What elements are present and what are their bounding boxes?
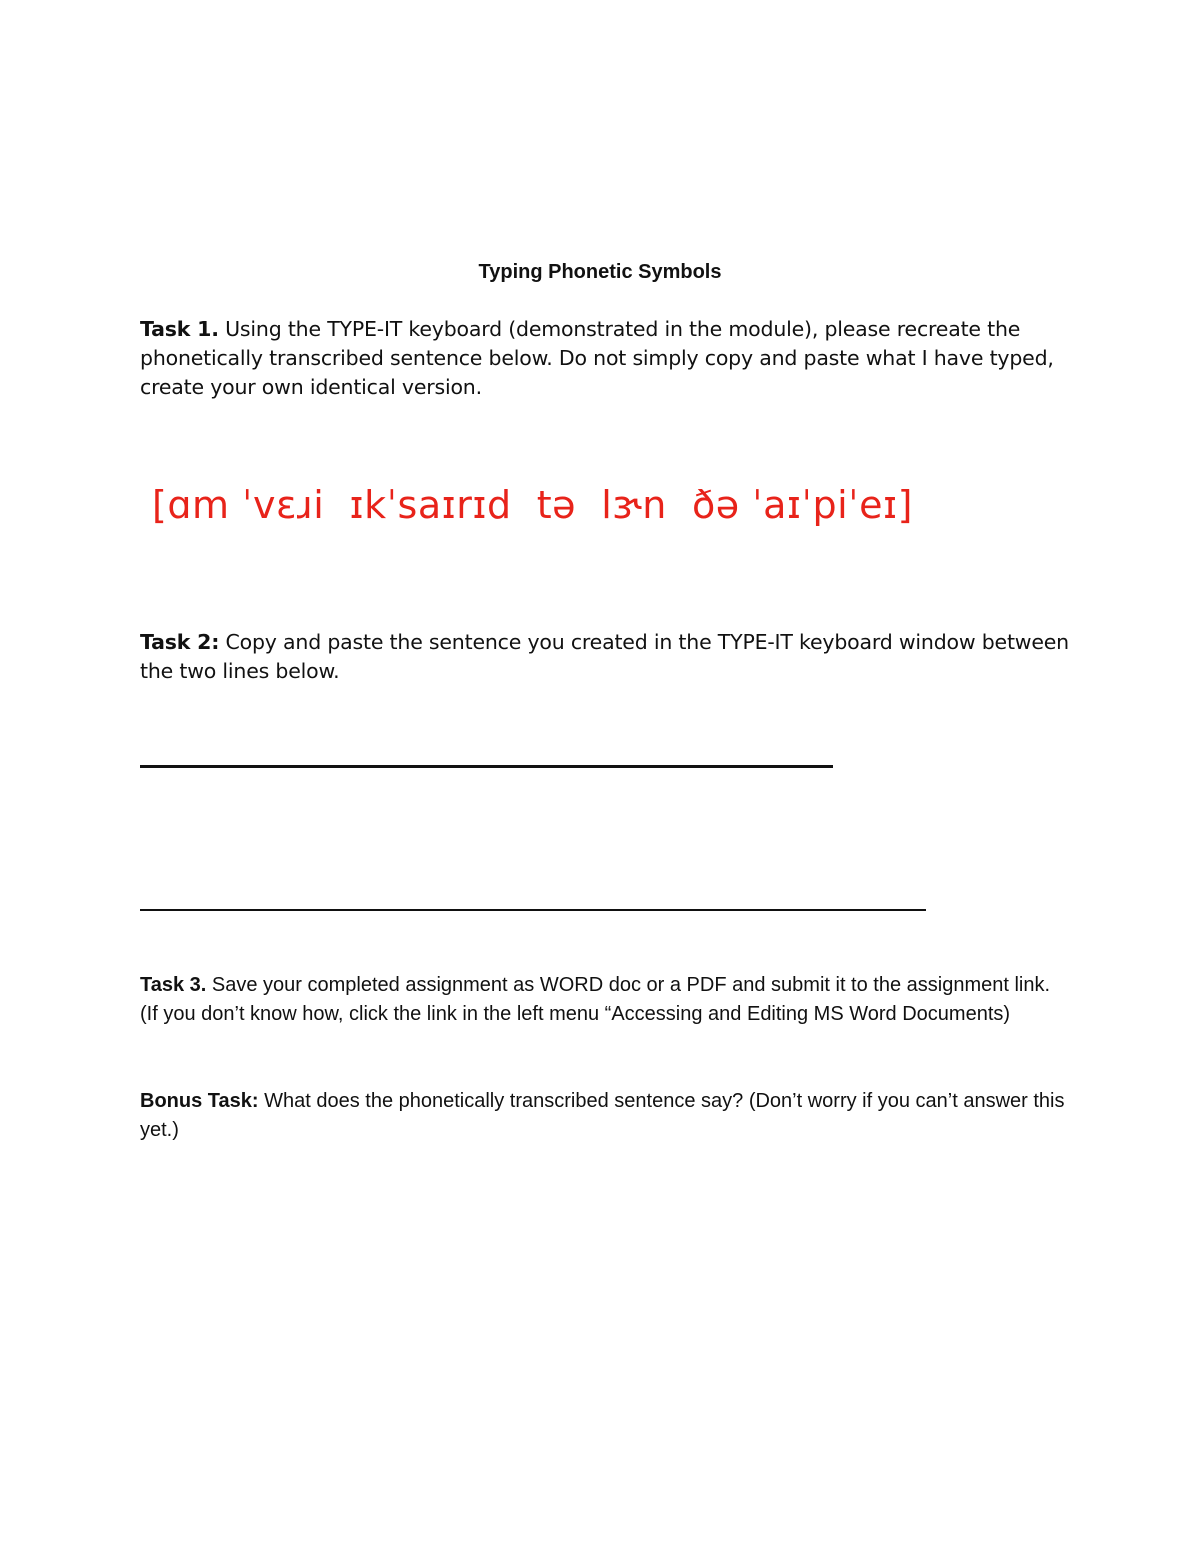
- task-3-label: Task 3.: [140, 974, 207, 996]
- phonetic-sentence: [ɑm ˈvɛɹi ɪkˈsaɪrɪd tə lɝn ðə ˈaɪˈpiˈeɪ]: [152, 483, 913, 527]
- bonus-task-label: Bonus Task:: [140, 1090, 259, 1112]
- task-2-instructions: [140, 628, 1070, 686]
- task-1-instructions: [140, 315, 1070, 402]
- answer-line-top: [140, 765, 833, 768]
- task-1-text: Using the TYPE-IT keyboard (demonstrated in the module), please recreate the phonetically transcribed sentence below. Do not simply copy and paste what I have typed, create your own identical version.: [140, 317, 1054, 399]
- task-3-instructions: [140, 971, 1070, 1029]
- answer-line-bottom: [140, 909, 926, 911]
- task-2-text: Copy and paste the sentence you created in the TYPE-IT keyboard window between the two lines below.: [140, 630, 1069, 683]
- task-2-label: Task 2:: [140, 630, 220, 654]
- bonus-task-instructions: [140, 1087, 1070, 1145]
- bonus-task-text: What does the phonetically transcribed sentence say? (Don’t worry if you can’t answer this yet.): [140, 1090, 1065, 1141]
- page-title: Typing Phonetic Symbols: [478, 261, 722, 283]
- task-1-label: Task 1.: [140, 317, 219, 341]
- task-3-text: Save your completed assignment as WORD doc or a PDF and submit it to the assignment link. (If you don’t know how, click the link in the left menu “Accessing and Editing MS Word Documents): [140, 974, 1051, 1025]
